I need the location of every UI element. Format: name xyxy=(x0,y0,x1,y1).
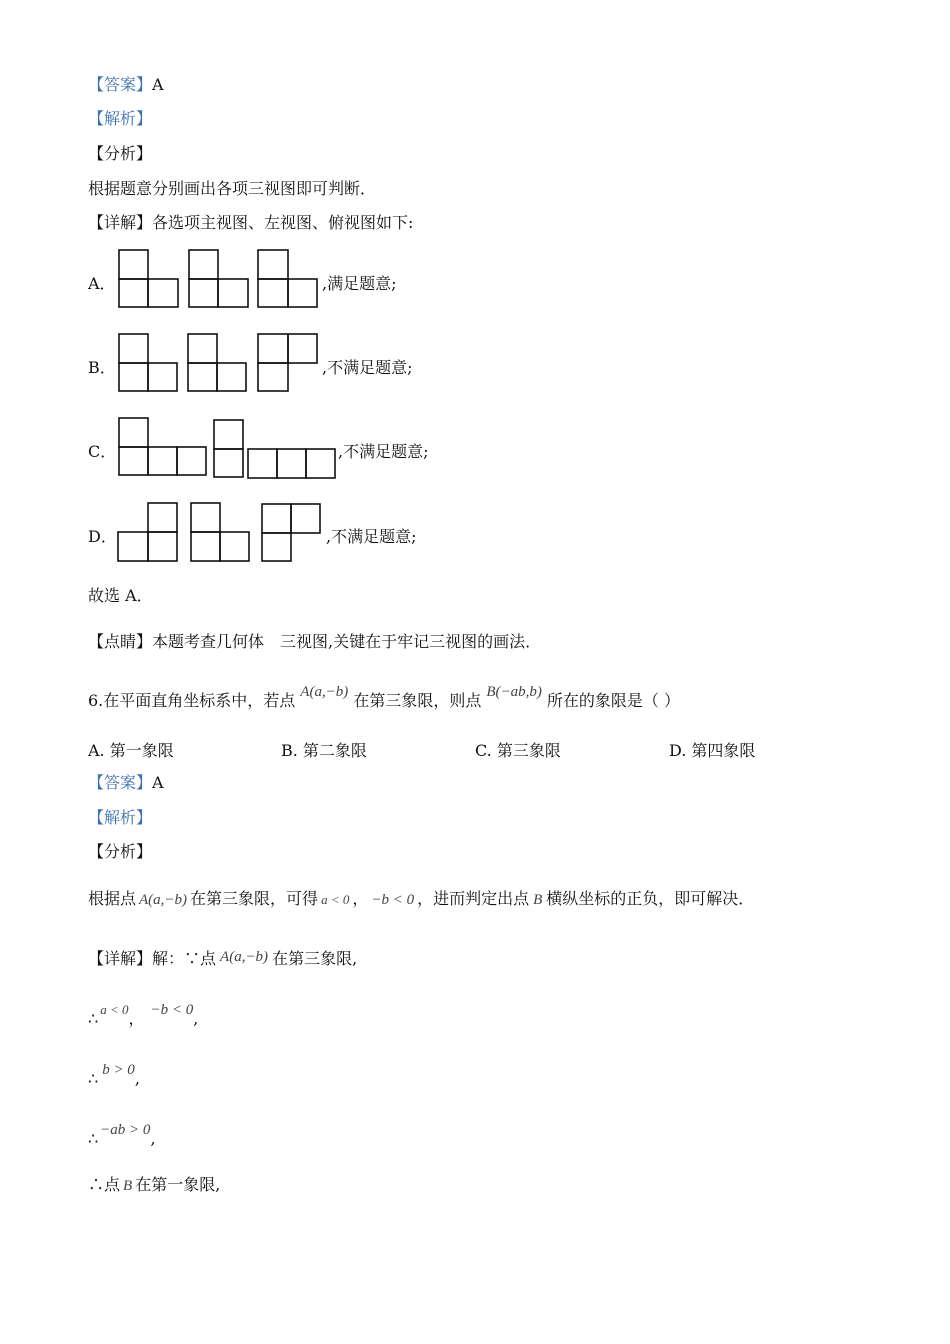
q6-final xyxy=(88,1174,220,1197)
q6-fenxi-text xyxy=(88,888,754,911)
q6-fenxi-ineq2: −b < 0 xyxy=(371,892,415,908)
q6-fenxi-tag: 【分析】 xyxy=(88,842,153,861)
q6-stem-part3: 所在的象限是（ ） xyxy=(546,691,680,710)
q6-fenxi-part4: 横纵坐标的正负，即可解决． xyxy=(546,889,755,908)
q6-stem-part2: 在第三象限，则点 xyxy=(353,691,482,710)
therefore-symbol: ∴ xyxy=(88,1069,99,1088)
q6-stem xyxy=(88,684,680,713)
q6-step1 xyxy=(88,1002,199,1031)
top-view-d xyxy=(262,504,320,561)
q6-answer-value: A xyxy=(152,773,164,792)
q6-choice-b: B. 第二象限 xyxy=(281,741,367,760)
q6-step3-ineq: −ab > 0 xyxy=(100,1122,151,1138)
dianjing-tag: 【点睛】 xyxy=(88,632,153,651)
q6-detail-part1: 解：∵点 xyxy=(152,949,217,968)
option-b-label: B． xyxy=(88,358,116,377)
left-view-d xyxy=(191,503,249,561)
q6-answer-line xyxy=(88,772,164,794)
answer-tag: 【答案】 xyxy=(88,75,153,94)
q6-fenxi-part1: 根据点 xyxy=(88,889,137,908)
dianjing-line xyxy=(88,631,541,653)
q6-step2-ineq: b > 0 xyxy=(102,1062,135,1078)
q6-detail-tag: 【详解】 xyxy=(88,949,153,968)
q6-answer-tag: 【答案】 xyxy=(88,773,153,792)
option-b-comment: ,不满足题意; xyxy=(322,358,413,377)
q6-step2-end: , xyxy=(134,1069,140,1088)
fenxi-text: 根据题意分别画出各项三视图即可判断． xyxy=(88,179,377,198)
q6-fenxi-comma: ， xyxy=(352,889,369,908)
option-d-comment: ,不满足题意; xyxy=(326,527,417,546)
front-view-d xyxy=(118,503,177,561)
q6-final-part1: ∴点 xyxy=(88,1175,121,1194)
conclusion: 故选 A． xyxy=(88,586,153,605)
option-c-comment: ,不满足题意; xyxy=(338,442,429,461)
option-a-label: A． xyxy=(88,274,116,293)
q6-fenxi-ineq1: a < 0 xyxy=(321,892,350,907)
q6-choice-a: A. 第一象限 xyxy=(88,741,174,760)
q6-detail-line xyxy=(88,948,357,971)
q6-point-b: B(−ab,b) xyxy=(486,684,542,700)
q6-final-part2: 在第一象限, xyxy=(135,1175,221,1194)
q6-detail-point: A(a,−b) xyxy=(220,949,269,965)
q6-final-b: B xyxy=(123,1178,133,1194)
answer-value: A xyxy=(152,75,164,94)
q6-fenxi-point: A(a,−b) xyxy=(139,892,188,908)
detail-text: 各选项主视图、左视图、俯视图如下: xyxy=(152,213,414,232)
fenxi-tag: 【分析】 xyxy=(88,144,153,163)
q6-analysis-tag: 【解析】 xyxy=(88,808,153,827)
q6-step1-ineq2: −b < 0 xyxy=(150,1002,194,1018)
q6-choice-c: C. 第三象限 xyxy=(475,741,561,760)
q6-point-a: A(a,−b) xyxy=(300,684,349,700)
q6-detail-part2: 在第三象限, xyxy=(272,949,358,968)
option-a-comment: ,满足题意; xyxy=(322,274,397,293)
detail-tag: 【详解】 xyxy=(88,213,153,232)
q6-choice-d: D. 第四象限 xyxy=(669,741,756,760)
dianjing-text: 本题考查几何体 三视图,关键在于牢记三视图的画法． xyxy=(152,632,542,651)
q6-step1-end: , xyxy=(193,1009,199,1028)
analysis-tag: 【解析】 xyxy=(88,109,153,128)
q6-fenxi-part3: ，进而判定出点 xyxy=(417,889,530,908)
q6-step1-ineq1: a < 0 xyxy=(100,1002,129,1017)
q6-step2 xyxy=(88,1062,140,1091)
option-c-label: C． xyxy=(88,442,117,461)
q6-fenxi-b: B xyxy=(533,892,543,908)
therefore-symbol: ∴ xyxy=(88,1129,99,1148)
option-d-label: D． xyxy=(88,527,117,546)
q6-stem-part1: 6.在平面直角坐标系中，若点 xyxy=(88,691,296,710)
q6-fenxi-part2: 在第三象限，可得 xyxy=(190,889,319,908)
q6-step3 xyxy=(88,1122,156,1151)
q6-step3-end: , xyxy=(150,1129,156,1148)
q6-step1-sep: ， xyxy=(128,1009,145,1028)
therefore-symbol: ∴ xyxy=(88,1009,99,1028)
